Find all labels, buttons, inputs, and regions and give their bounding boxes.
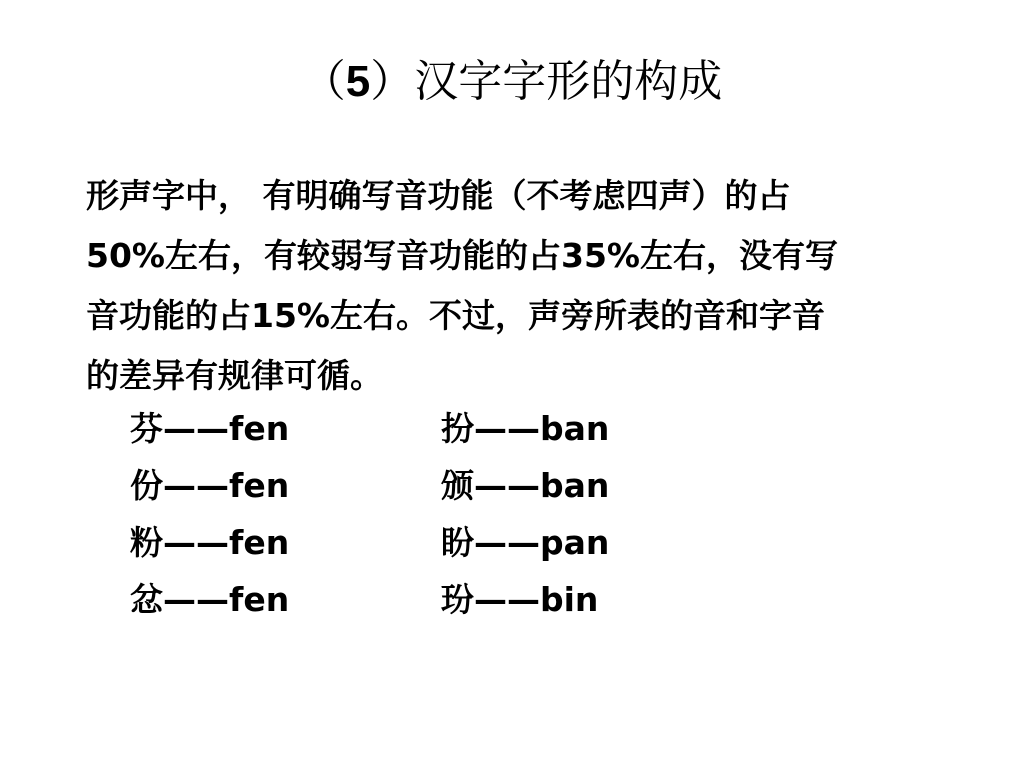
paragraph-line: 50%左右，有较弱写音功能的占35%左右，没有写: [86, 236, 838, 275]
title-prefix: （: [301, 56, 346, 107]
example-left: 粉——fen: [130, 523, 290, 562]
body-paragraph: [86, 166, 970, 406]
example-row: [130, 457, 690, 514]
title-suffix: ）汉字字形的构成: [370, 56, 723, 107]
example-left: 芬——fen: [130, 409, 290, 448]
paragraph-line: 形声字中， 有明确写音功能（不考虑四声）的占: [86, 176, 791, 215]
paragraph-line: 音功能的占15%左右。不过，声旁所表的音和字音: [86, 296, 825, 335]
example-right: 扮——ban: [441, 409, 610, 448]
paragraph-line: 的差异有规律可循。: [86, 356, 383, 395]
example-right: 玢——bin: [441, 580, 599, 619]
slide-title: [0, 52, 1024, 112]
example-row: [130, 571, 690, 628]
example-right: 颁——ban: [441, 466, 610, 505]
example-left: 份——fen: [130, 466, 290, 505]
example-row: [130, 400, 690, 457]
example-left: 忿——fen: [130, 580, 290, 619]
example-row: [130, 514, 690, 571]
example-right: 盼——pan: [441, 523, 610, 562]
example-list: [130, 400, 690, 628]
title-number: 5: [345, 57, 371, 106]
